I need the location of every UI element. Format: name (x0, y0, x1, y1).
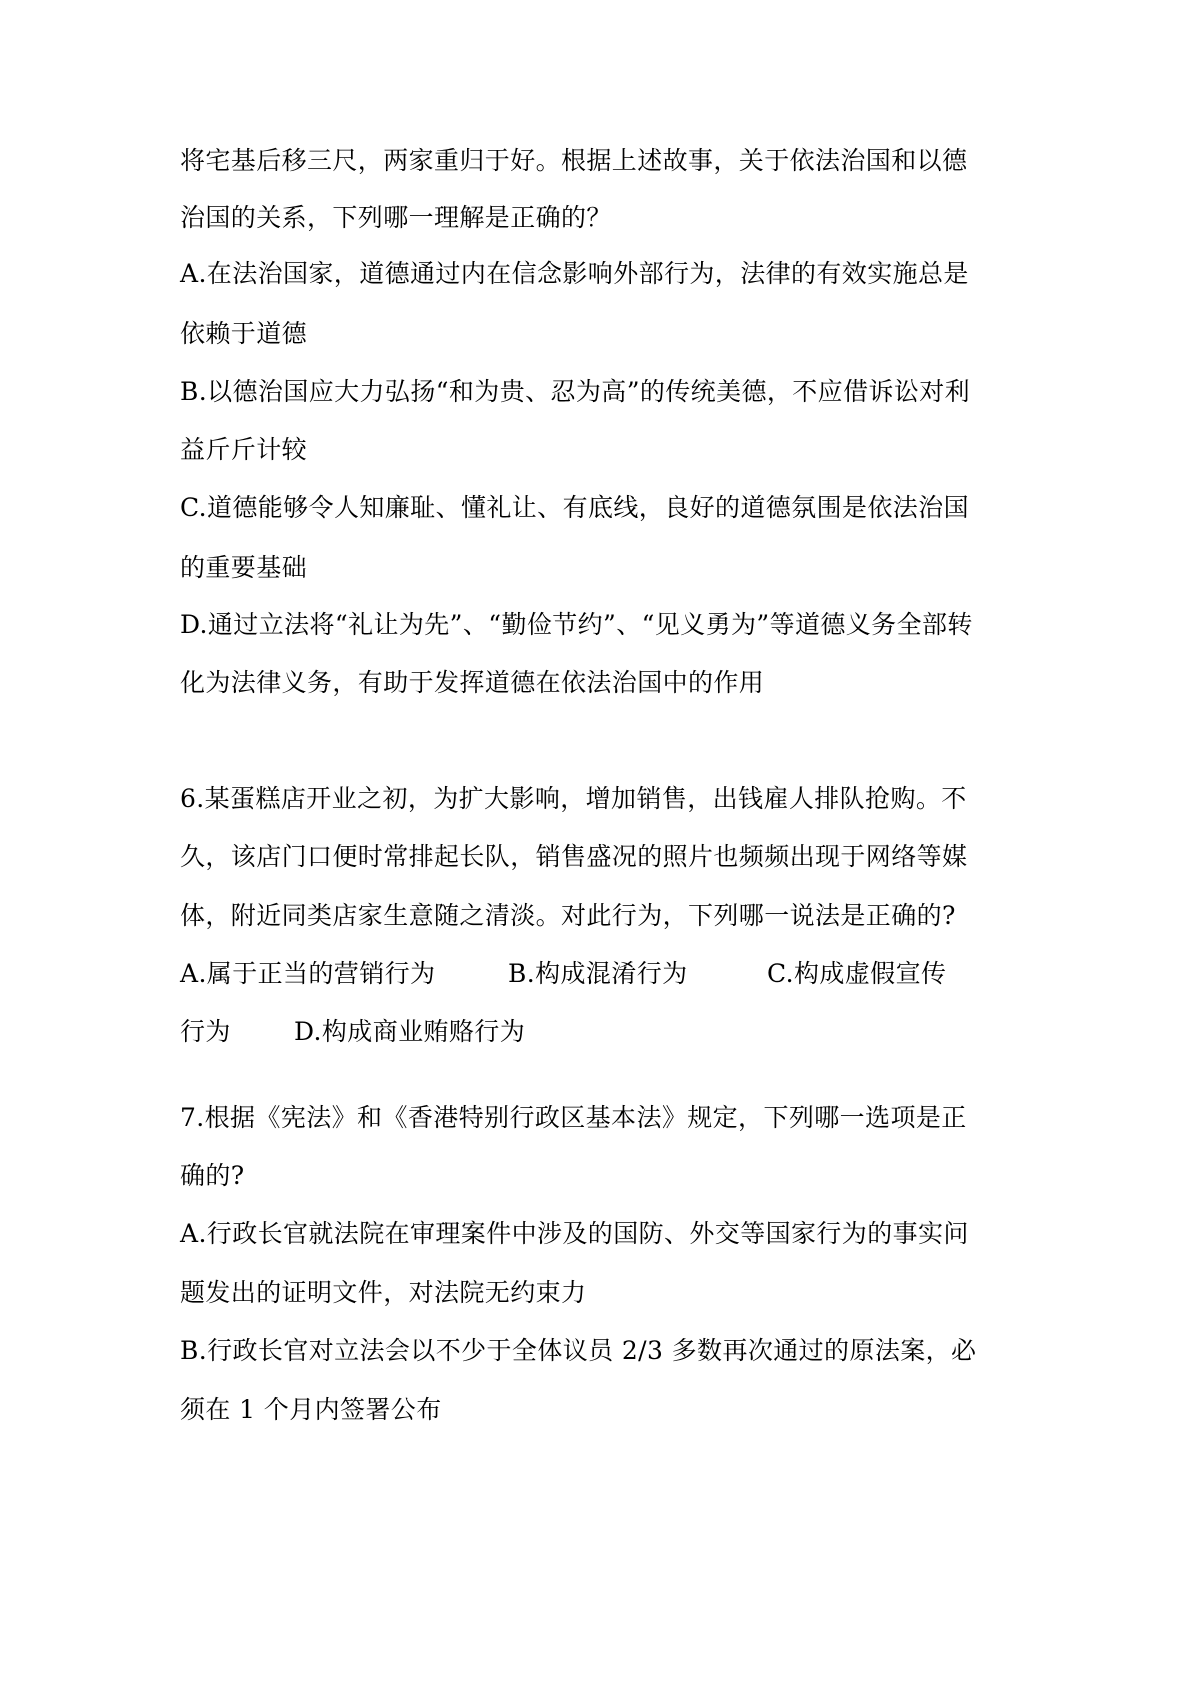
question-5-option-a-line-1: A.在法治国家，道德通过内在信念影响外部行为，法律的有效实施总是 (180, 259, 969, 288)
question-5-option-d-line-2: 化为法律义务，有助于发挥道德在依法治国中的作用 (180, 668, 765, 697)
question-6-stem-line-2: 久，该店门口便时常排起长队，销售盛况的照片也频频出现于网络等媒 (180, 842, 968, 871)
question-7-option-b-line-1: B.行政长官对立法会以不少于全体议员 2/3 多数再次通过的原法案，必 (180, 1336, 977, 1365)
question-5-option-c-line-2: 的重要基础 (180, 553, 308, 582)
question-7-option-b-line-2: 须在 1 个月内签署公布 (180, 1395, 442, 1424)
question-5-stem-line-2: 治国的关系，下列哪一理解是正确的？ (180, 203, 612, 232)
question-7-option-a-line-1: A.行政长官就法院在审理案件中涉及的国防、外交等国家行为的事实问 (180, 1219, 969, 1248)
question-7-stem-line-2: 确的? (180, 1161, 245, 1190)
question-6-stem-line-3: 体，附近同类店家生意随之清淡。对此行为，下列哪一说法是正确的? (180, 901, 956, 930)
question-6-stem-line-1: 6.某蛋糕店开业之初，为扩大影响，增加销售，出钱雇人排队抢购。不 (180, 784, 967, 813)
question-6-option-a: A.属于正当的营销行为 (180, 959, 436, 988)
question-6-option-d: D.构成商业贿赂行为 (294, 1017, 526, 1046)
question-5-stem-line-1: 将宅基后移三尺，两家重归于好。根据上述故事，关于依法治国和以德 (180, 146, 968, 175)
question-5-option-b-line-2: 益斤斤计较 (180, 435, 308, 464)
question-5-option-b-line-1: B.以德治国应大力弘扬“和为贵、忍为高”的传统美德，不应借诉讼对利 (180, 377, 971, 406)
question-5-option-a-line-2: 依赖于道德 (180, 319, 308, 348)
question-6-option-c-continued: 行为 (180, 1017, 231, 1046)
question-6-option-b: B.构成混淆行为 (508, 959, 688, 988)
question-5-option-d-line-1: D.通过立法将“礼让为先”、“勤俭节约”、“见义勇为”等道德义务全部转 (180, 610, 973, 639)
question-7-stem-line-1: 7.根据《宪法》和《香港特别行政区基本法》规定，下列哪一选项是正 (180, 1103, 967, 1132)
question-6-option-c: C.构成虚假宣传 (767, 959, 947, 988)
question-5-option-c-line-1: C.道德能够令人知廉耻、懂礼让、有底线，良好的道德氛围是依法治国 (180, 493, 969, 522)
question-7-option-a-line-2: 题发出的证明文件，对法院无约束力 (180, 1278, 587, 1307)
